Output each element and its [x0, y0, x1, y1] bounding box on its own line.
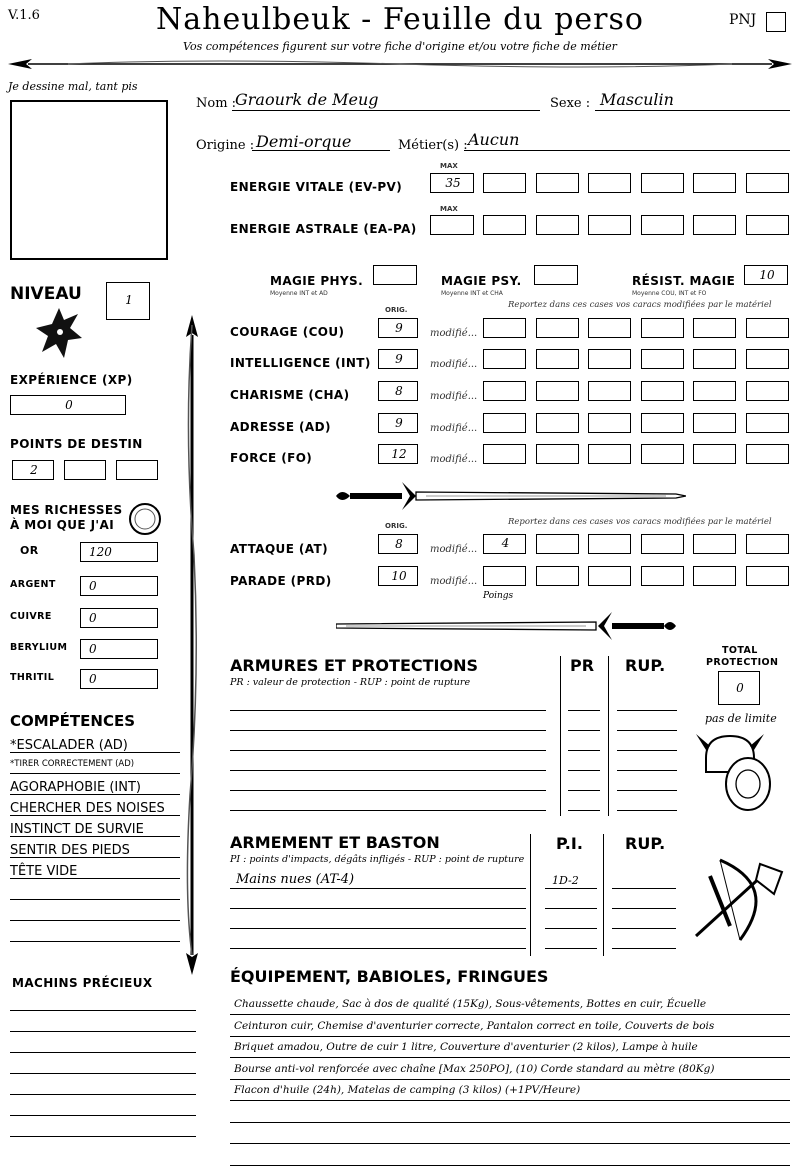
wealth-value-cuivre: 0 — [89, 611, 97, 625]
metier-label: Métier(s) : — [398, 138, 468, 153]
sexe-underline — [595, 110, 790, 111]
weapon-name-line-4 — [230, 948, 526, 949]
magie-phys-note: Moyenne INT et AD — [270, 290, 328, 297]
attaque-mod-box-5[interactable] — [693, 534, 736, 554]
weapon-pi-line-4 — [545, 948, 597, 949]
carac-orig-value-charisme: 8 — [395, 384, 403, 398]
carac-mod-box-adresse-3[interactable] — [588, 413, 631, 433]
equip-line-6 — [230, 1122, 790, 1123]
magie-psy-label: MAGIE PSY. — [441, 274, 522, 288]
equip-item[interactable]: Bourse anti-vol renforcée avec chaîne [Max 250PO], (10) Corde standard au mètre (80Kg) — [234, 1062, 715, 1075]
armement-note: PI : points d'impacts, dégâts infligés - RUP : point de rupture — [230, 854, 525, 865]
armement-pi-header: P.I. — [556, 834, 583, 853]
armor-name-line-5 — [230, 790, 546, 791]
sword-ornament-bottom — [336, 610, 686, 642]
skill-item[interactable]: *TIRER CORRECTEMENT (AD) — [10, 759, 135, 769]
armor-rup-line-5 — [617, 790, 677, 791]
carac-orig-box-force[interactable] — [378, 444, 418, 464]
armement-rup-header: RUP. — [625, 834, 666, 853]
ea-box-2[interactable] — [536, 215, 579, 235]
total-label-2: PROTECTION — [706, 657, 779, 668]
attaque-mod-box-2[interactable] — [536, 534, 579, 554]
carac-modifie-force: modifié... — [430, 454, 478, 465]
carac-label-courage: COURAGE (COU) — [230, 325, 345, 339]
niveau-box[interactable]: 1 — [106, 282, 150, 320]
helmet-shield-icon — [696, 728, 776, 812]
carac-mod-box-intelligence-3[interactable] — [588, 349, 631, 369]
carac-label-charisme: CHARISME (CHA) — [230, 388, 350, 402]
carac-mod-box-force-6[interactable] — [746, 444, 789, 464]
attaque-mod-box-1[interactable] — [483, 534, 526, 554]
carac-mod-box-charisme-2[interactable] — [536, 381, 579, 401]
wealth-label-berylium: BERYLIUM — [10, 642, 68, 653]
parade-label: PARADE (PRD) — [230, 574, 332, 588]
attaque-mod-box-4[interactable] — [641, 534, 684, 554]
ev-box-1[interactable] — [483, 173, 526, 193]
carac-mod-box-force-5[interactable] — [693, 444, 736, 464]
carac-orig-value-adresse: 9 — [395, 416, 403, 430]
niveau-label: NIVEAU — [10, 284, 82, 304]
carac-label-force: FORCE (FO) — [230, 451, 313, 465]
carac-mod-box-intelligence-2[interactable] — [536, 349, 579, 369]
machins-precieux-label: MACHINS PRÉCIEUX — [12, 976, 153, 990]
skill-item[interactable]: *ESCALADER (AD) — [10, 738, 128, 753]
destin-label: POINTS DE DESTIN — [10, 437, 143, 451]
carac-mod-box-charisme-5[interactable] — [693, 381, 736, 401]
ea-box-1[interactable] — [483, 215, 526, 235]
carac-modifie-courage: modifié... — [430, 328, 478, 339]
attaque-orig-box[interactable]: 8 — [378, 534, 418, 554]
carac-modifie-charisme: modifié... — [430, 391, 478, 402]
weapon-pi-line-1 — [545, 888, 597, 889]
armures-note: PR : valeur de protection - RUP : point de rupture — [230, 677, 471, 688]
combat-orig-label: ORIG. — [385, 522, 408, 530]
sexe-value[interactable]: Masculin — [600, 90, 674, 109]
armures-title: ARMURES ET PROTECTIONS — [230, 656, 478, 675]
equipement-title: ÉQUIPEMENT, BABIOLES, FRINGUES — [230, 967, 549, 986]
armor-name-line-3 — [230, 750, 546, 751]
poings-label: Poings — [483, 591, 514, 601]
armor-name-line-2 — [230, 730, 546, 731]
carac-orig-box-charisme[interactable] — [378, 381, 418, 401]
ea-box-5[interactable] — [693, 215, 736, 235]
weapon-pi-line-2 — [545, 908, 597, 909]
richesses-label-1: MES RICHESSES — [10, 503, 123, 517]
sheet-title: Naheulbeuk - Feuille du perso — [156, 2, 644, 37]
carac-mod-box-adresse-2[interactable] — [536, 413, 579, 433]
armures-rup-header: RUP. — [625, 656, 666, 675]
armor-rup-line-1 — [617, 710, 677, 711]
weapon-pi-line-3 — [545, 928, 597, 929]
armor-pr-line-3 — [568, 750, 600, 751]
carac-mod-box-courage-4[interactable] — [641, 318, 684, 338]
parade-orig-box[interactable]: 10 — [378, 566, 418, 586]
wealth-box-cuivre[interactable] — [80, 608, 158, 628]
skill-item[interactable]: SENTIR DES PIEDS — [10, 843, 130, 858]
attaque-label: ATTAQUE (AT) — [230, 542, 328, 556]
armor-rup-line-4 — [617, 770, 677, 771]
xp-box[interactable]: 0 — [10, 395, 126, 415]
weapon-rup-line-3 — [612, 928, 676, 929]
armor-name-line-4 — [230, 770, 546, 771]
carac-mod-box-force-4[interactable] — [641, 444, 684, 464]
metier-value[interactable]: Aucun — [468, 130, 520, 149]
origine-label: Origine : — [196, 138, 255, 153]
carac-mod-box-force-1[interactable] — [483, 444, 526, 464]
ev-max-value: 35 — [445, 176, 461, 190]
carac-mod-box-courage-5[interactable] — [693, 318, 736, 338]
combat-note: Reportez dans ces cases vos caracs modifiées par le matériel — [508, 517, 772, 527]
ev-max-label: MAX — [440, 162, 458, 170]
carac-orig-label: ORIG. — [385, 306, 408, 314]
version-label: V.1.6 — [8, 8, 40, 23]
carac-mod-box-intelligence-6[interactable] — [746, 349, 789, 369]
xp-label: EXPÉRIENCE (XP) — [10, 373, 133, 387]
ea-box-3[interactable] — [588, 215, 631, 235]
portrait-frame[interactable] — [10, 100, 168, 260]
carac-mod-box-adresse-6[interactable] — [746, 413, 789, 433]
ev-box-3[interactable] — [588, 173, 631, 193]
carac-mod-box-charisme-1[interactable] — [483, 381, 526, 401]
parade-mod-box-5[interactable] — [693, 566, 736, 586]
weapon-name-1[interactable]: Mains nues (AT-4) — [236, 872, 355, 887]
carac-mod-box-force-2[interactable] — [536, 444, 579, 464]
armor-rup-line-3 — [617, 750, 677, 751]
equip-line-4 — [230, 1079, 790, 1080]
dragon-icon — [34, 304, 84, 362]
equip-item[interactable]: Briquet amadou, Outre de cuir 1 litre, Couverture d'aventurier (2 kilos), Lampe à huile — [234, 1041, 698, 1053]
wealth-box-or[interactable] — [80, 542, 158, 562]
armor-pr-line-5 — [568, 790, 600, 791]
parade-mod-box-4[interactable] — [641, 566, 684, 586]
precious-line-7 — [10, 1136, 196, 1137]
carac-mod-box-intelligence-1[interactable] — [483, 349, 526, 369]
sheet-subtitle: Vos compétences figurent sur votre fiche d'origine et/ou votre fiche de métier — [183, 40, 617, 53]
armor-pr-line-4 — [568, 770, 600, 771]
wealth-label-argent: ARGENT — [10, 579, 56, 590]
armement-divider-2 — [603, 834, 604, 956]
armures-pr-header: PR — [570, 656, 595, 675]
skill-item[interactable]: CHERCHER DES NOISES — [10, 801, 165, 816]
magie-phys-label: MAGIE PHYS. — [270, 274, 364, 288]
skill-line-10 — [10, 941, 180, 942]
carac-mod-box-adresse-5[interactable] — [693, 413, 736, 433]
destin-box-3[interactable] — [116, 460, 158, 480]
nom-underline — [232, 110, 540, 111]
richesses-label-2: À MOI QUE J'AI — [10, 518, 115, 532]
carac-orig-box-adresse[interactable] — [378, 413, 418, 433]
carac-mod-box-charisme-3[interactable] — [588, 381, 631, 401]
carac-note: Reportez dans ces cases vos caracs modifiées par le matériel — [508, 300, 772, 310]
skill-item[interactable]: AGORAPHOBIE (INT) — [10, 780, 141, 795]
equip-item[interactable]: Chaussette chaude, Sac à dos de qualité (15Kg), Sous-vêtements, Bottes en cuir, Écuelle — [234, 998, 707, 1010]
carac-orig-value-force: 12 — [391, 447, 407, 461]
precious-line-5 — [10, 1094, 196, 1095]
attaque-modifie: modifié... — [430, 544, 478, 555]
carac-mod-box-courage-3[interactable] — [588, 318, 631, 338]
ev-box-4[interactable] — [641, 173, 684, 193]
carac-label-intelligence: INTELLIGENCE (INT) — [230, 356, 371, 370]
carac-mod-box-intelligence-5[interactable] — [693, 349, 736, 369]
weapons-icon — [690, 856, 790, 942]
carac-orig-value-courage: 9 — [395, 321, 403, 335]
skill-line-2 — [10, 773, 180, 774]
skill-item[interactable]: TÊTE VIDE — [10, 864, 78, 879]
magie-phys-box[interactable] — [373, 265, 417, 285]
destin-box-2[interactable] — [64, 460, 106, 480]
ev-box-6[interactable] — [746, 173, 789, 193]
nom-value[interactable]: Graourk de Meug — [235, 90, 379, 109]
weapon-rup-line-1 — [612, 888, 676, 889]
pas-de-limite: pas de limite — [705, 712, 777, 725]
carac-mod-box-charisme-6[interactable] — [746, 381, 789, 401]
equip-item[interactable]: Flacon d'huile (24h), Matelas de camping (3 kilos) (+1PV/Heure) — [234, 1084, 581, 1096]
carac-mod-box-force-3[interactable] — [588, 444, 631, 464]
portrait-caption: Je dessine mal, tant pis — [8, 80, 138, 93]
ev-label: ENERGIE VITALE (EV-PV) — [230, 180, 403, 194]
wealth-box-thritil[interactable] — [80, 669, 158, 689]
skill-item[interactable]: INSTINCT DE SURVIE — [10, 822, 144, 837]
carac-mod-box-adresse-1[interactable] — [483, 413, 526, 433]
armor-pr-line-1 — [568, 710, 600, 711]
precious-line-4 — [10, 1073, 196, 1074]
carac-orig-box-courage[interactable] — [378, 318, 418, 338]
carac-mod-box-intelligence-4[interactable] — [641, 349, 684, 369]
wealth-label-or: OR — [20, 544, 39, 557]
weapon-name-line-1 — [230, 888, 526, 889]
equip-line-5 — [230, 1100, 790, 1101]
wealth-value-argent: 0 — [89, 579, 97, 593]
skill-line-9 — [10, 920, 180, 921]
parade-mod-box-3[interactable] — [588, 566, 631, 586]
carac-orig-value-intelligence: 9 — [395, 352, 403, 366]
armor-pr-line-6 — [568, 810, 600, 811]
carac-modifie-intelligence: modifié... — [430, 359, 478, 370]
armor-name-line-1 — [230, 710, 546, 711]
wealth-value-berylium: 0 — [89, 642, 97, 656]
nom-label: Nom : — [196, 96, 237, 111]
resist-magie-box[interactable]: 10 — [744, 265, 788, 285]
armement-divider-1 — [530, 834, 531, 956]
sword-ornament-top — [336, 480, 686, 512]
carac-mod-box-courage-1[interactable] — [483, 318, 526, 338]
weapon-rup-line-4 — [612, 948, 676, 949]
wealth-value-thritil: 0 — [89, 672, 97, 686]
carac-mod-box-adresse-4[interactable] — [641, 413, 684, 433]
magie-psy-note: Moyenne INT et CHA — [441, 290, 503, 297]
equip-line-8 — [230, 1165, 790, 1166]
total-protection-box[interactable]: 0 — [718, 671, 760, 705]
armor-pr-line-2 — [568, 730, 600, 731]
ev-max-box[interactable] — [430, 173, 474, 193]
origine-underline — [252, 150, 390, 151]
armures-divider-2 — [608, 656, 609, 816]
precious-line-1 — [10, 1010, 196, 1011]
pnj-label: PNJ — [729, 12, 757, 28]
skill-line-8 — [10, 899, 180, 900]
weapon-rup-line-2 — [612, 908, 676, 909]
carac-modifie-adresse: modifié... — [430, 423, 478, 434]
ev-box-5[interactable] — [693, 173, 736, 193]
weapon-name-line-2 — [230, 908, 526, 909]
ev-box-2[interactable] — [536, 173, 579, 193]
metier-underline — [464, 150, 790, 151]
equip-line-1 — [230, 1014, 790, 1015]
wealth-box-berylium[interactable] — [80, 639, 158, 659]
header-spear-ornament — [8, 56, 792, 72]
coin-icon — [128, 502, 162, 536]
parade-mod-box-1[interactable] — [483, 566, 526, 586]
destin-box-1[interactable]: 2 — [12, 460, 54, 480]
pnj-checkbox[interactable] — [766, 12, 786, 32]
wealth-label-thritil: THRITIL — [10, 672, 55, 683]
armor-rup-line-2 — [617, 730, 677, 731]
wealth-value-or: 120 — [89, 545, 112, 559]
weapon-pi-1[interactable]: 1D-2 — [552, 874, 579, 887]
ea-max-label: MAX — [440, 205, 458, 213]
carac-mod-box-courage-6[interactable] — [746, 318, 789, 338]
carac-mod-box-charisme-4[interactable] — [641, 381, 684, 401]
parade-mod-box-6[interactable] — [746, 566, 789, 586]
equip-line-7 — [230, 1143, 790, 1144]
armures-divider-1 — [560, 656, 561, 816]
weapon-name-line-3 — [230, 928, 526, 929]
ea-box-4[interactable] — [641, 215, 684, 235]
spear-ornament — [180, 315, 204, 975]
ea-max-box[interactable] — [430, 215, 474, 235]
precious-line-2 — [10, 1031, 196, 1032]
attaque-mod-box-6[interactable] — [746, 534, 789, 554]
armor-rup-line-6 — [617, 810, 677, 811]
armor-name-line-6 — [230, 810, 546, 811]
resist-magie-label: RÉSIST. MAGIE — [632, 274, 736, 288]
equip-line-2 — [230, 1036, 790, 1037]
origine-value[interactable]: Demi-orque — [256, 132, 352, 151]
equip-line-3 — [230, 1057, 790, 1058]
carac-label-adresse: ADRESSE (AD) — [230, 420, 331, 434]
resist-magie-note: Moyenne COU, INT et FO — [632, 290, 707, 297]
sexe-label: Sexe : — [550, 96, 591, 111]
ea-label: ENERGIE ASTRALE (EA-PA) — [230, 222, 417, 236]
wealth-label-cuivre: CUIVRE — [10, 611, 52, 622]
parade-mod-box-2[interactable] — [536, 566, 579, 586]
precious-line-6 — [10, 1115, 196, 1116]
carac-mod-box-courage-2[interactable] — [536, 318, 579, 338]
magie-psy-box[interactable] — [534, 265, 578, 285]
wealth-box-argent[interactable] — [80, 576, 158, 596]
precious-line-3 — [10, 1052, 196, 1053]
carac-orig-box-intelligence[interactable] — [378, 349, 418, 369]
attaque-mod-value: 4 — [501, 536, 510, 550]
armement-title: ARMEMENT ET BASTON — [230, 833, 440, 852]
ea-box-6[interactable] — [746, 215, 789, 235]
total-label-1: TOTAL — [722, 645, 758, 656]
equip-item[interactable]: Ceinturon cuir, Chemise d'aventurier correcte, Pantalon correct en toile, Couverts de bois — [234, 1019, 715, 1032]
parade-modifie: modifié... — [430, 576, 478, 587]
competences-label: COMPÉTENCES — [10, 712, 136, 730]
attaque-mod-box-3[interactable] — [588, 534, 631, 554]
